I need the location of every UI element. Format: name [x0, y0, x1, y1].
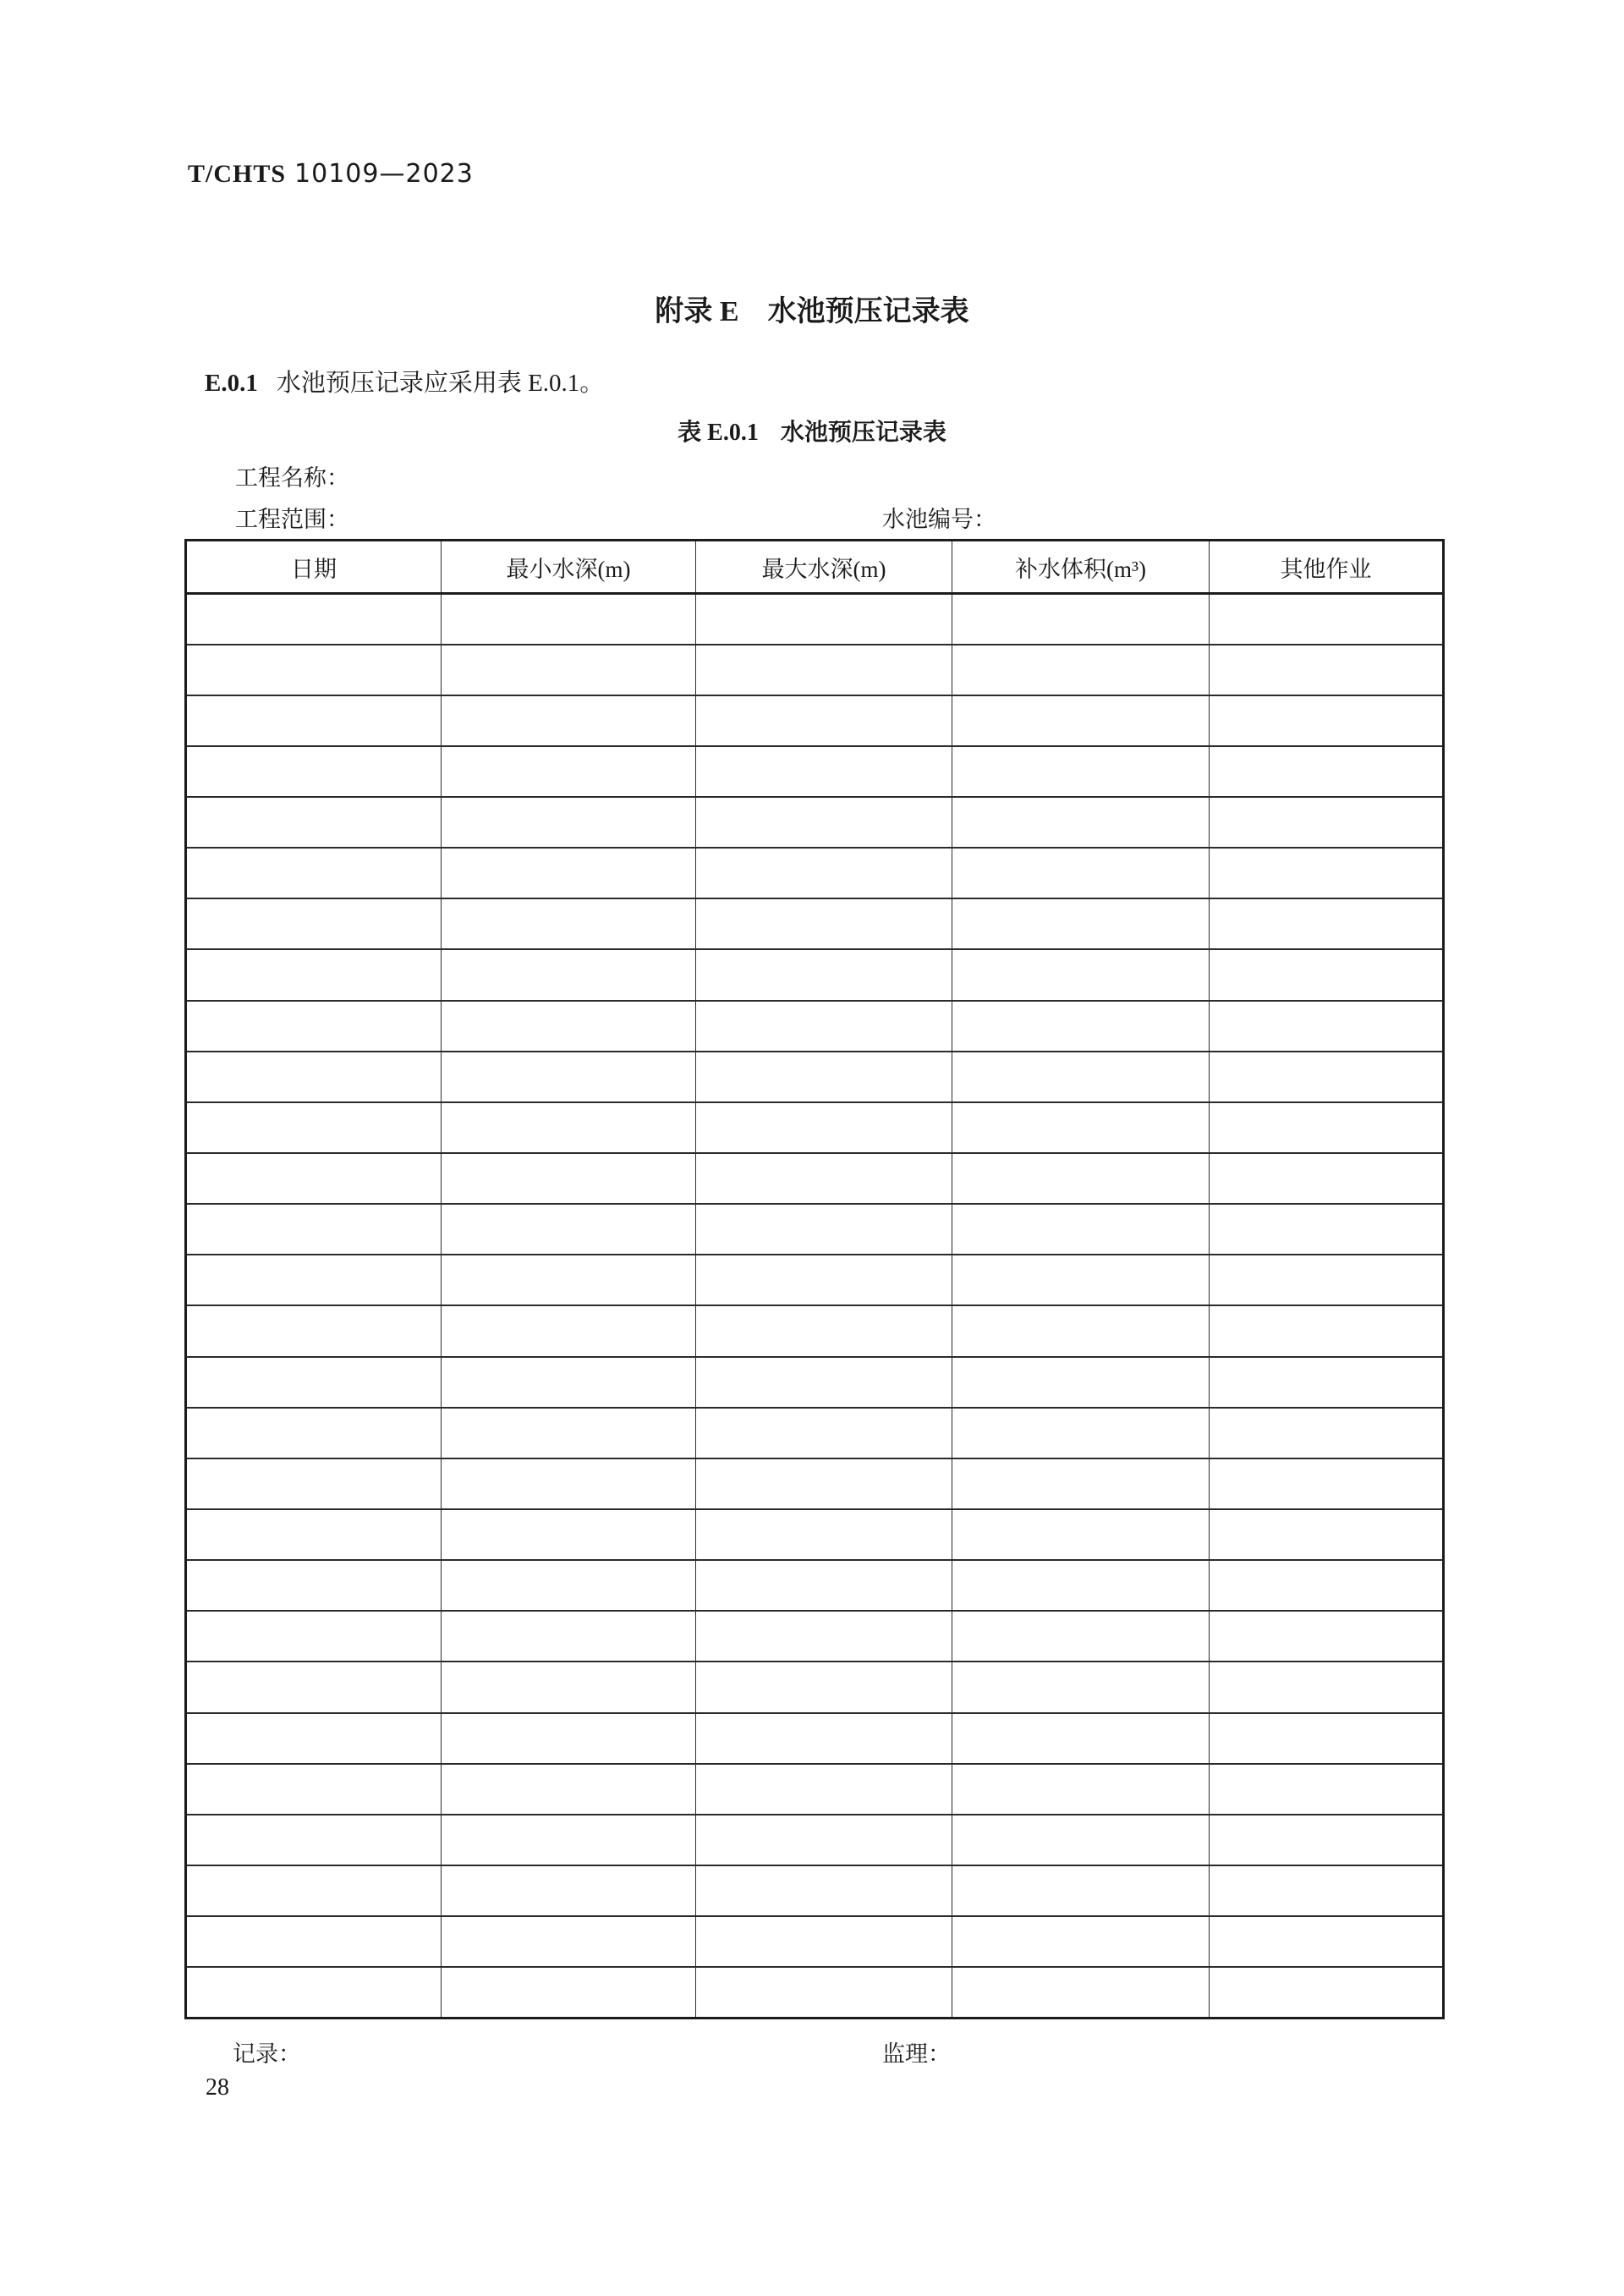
project-name-label: 工程名称：	[235, 465, 349, 491]
table-cell	[186, 1865, 442, 1916]
table-cell	[952, 1509, 1210, 1560]
table-cell	[696, 1967, 952, 2018]
table-cell	[952, 1560, 1210, 1611]
table-cell	[442, 848, 696, 898]
table-cell	[696, 1204, 952, 1255]
table-row	[186, 949, 1444, 1000]
table-cell	[952, 1305, 1210, 1356]
table-cell	[1210, 1662, 1444, 1712]
table-row	[186, 1865, 1444, 1916]
table-cell	[952, 1611, 1210, 1662]
table-cell	[696, 1611, 952, 1662]
table-cell	[1210, 645, 1444, 695]
table-cell	[186, 898, 442, 949]
table-cell	[696, 1001, 952, 1052]
table-cell	[442, 898, 696, 949]
table-row	[186, 645, 1444, 695]
table-cell	[696, 1509, 952, 1560]
supervisor-label: 监理：	[882, 2041, 951, 2067]
table-cell	[1210, 1611, 1444, 1662]
table-cell	[442, 1916, 696, 1967]
table-caption-label: 表 E.0.1	[678, 420, 759, 446]
table-cell	[696, 1764, 952, 1815]
table-cell	[442, 949, 696, 1000]
table-row	[186, 1560, 1444, 1611]
table-cell	[1210, 1052, 1444, 1102]
table-row	[186, 1153, 1444, 1204]
table-cell	[186, 1052, 442, 1102]
table-cell	[186, 695, 442, 746]
table-cell	[952, 695, 1210, 746]
standard-code	[188, 159, 474, 189]
table-cell	[952, 1662, 1210, 1712]
table-cell	[1210, 797, 1444, 848]
table-cell	[952, 1153, 1210, 1204]
project-scope-label: 工程范围：	[235, 507, 349, 532]
table-cell	[442, 1001, 696, 1052]
col-header-max-depth: 最大水深(m)	[696, 541, 952, 594]
clause-e01	[205, 364, 604, 398]
table-cell	[1210, 1255, 1444, 1305]
table-cell	[1210, 1713, 1444, 1764]
clause-text: 水池预压记录应采用表 E.0.1。	[276, 370, 605, 397]
table-caption-text: 水池预压记录表	[780, 420, 946, 446]
recorder-label: 记录：	[233, 2041, 301, 2067]
table-cell	[952, 898, 1210, 949]
table-cell	[186, 1560, 442, 1611]
table-cell	[186, 1611, 442, 1662]
table-row	[186, 1713, 1444, 1764]
table-cell	[696, 898, 952, 949]
table-cell	[952, 949, 1210, 1000]
table-cell	[1210, 949, 1444, 1000]
table-cell	[1210, 1509, 1444, 1560]
table-row	[186, 1611, 1444, 1662]
table-cell	[442, 1967, 696, 2018]
table-cell	[186, 1458, 442, 1509]
table-cell	[1210, 1458, 1444, 1509]
table-row	[186, 1408, 1444, 1458]
table-row	[186, 1509, 1444, 1560]
table-header	[186, 541, 1444, 594]
table-cell	[186, 797, 442, 848]
table-cell	[186, 1815, 442, 1865]
table-cell	[186, 1967, 442, 2018]
table-cell	[696, 1305, 952, 1356]
appendix-title	[0, 288, 1624, 329]
table-cell	[696, 1815, 952, 1865]
table-cell	[696, 797, 952, 848]
table-cell	[186, 746, 442, 797]
table-cell	[442, 594, 696, 645]
table-cell	[442, 1764, 696, 1815]
table-header-row	[186, 541, 1444, 594]
table-cell	[1210, 1815, 1444, 1865]
col-header-other-work: 其他作业	[1210, 541, 1444, 594]
table-cell	[952, 594, 1210, 645]
table-cell	[442, 1509, 696, 1560]
table-cell	[952, 746, 1210, 797]
table-cell	[442, 1611, 696, 1662]
table-cell	[186, 1102, 442, 1153]
table-cell	[1210, 1916, 1444, 1967]
table-cell	[442, 1255, 696, 1305]
table-row	[186, 1001, 1444, 1052]
table-cell	[442, 1357, 696, 1408]
table-cell	[442, 1204, 696, 1255]
table-row	[186, 1204, 1444, 1255]
table-cell	[952, 1916, 1210, 1967]
table-cell	[952, 848, 1210, 898]
table-cell	[186, 1916, 442, 1967]
pool-number-label: 水池编号：	[882, 507, 996, 532]
table-row	[186, 848, 1444, 898]
table-cell	[186, 1001, 442, 1052]
table-cell	[442, 1458, 696, 1509]
table-cell	[442, 1560, 696, 1611]
table-cell	[1210, 1153, 1444, 1204]
clause-label: E.0.1	[205, 370, 258, 397]
table-cell	[1210, 1967, 1444, 2018]
table-cell	[442, 797, 696, 848]
table-cell	[1210, 1357, 1444, 1408]
table-cell	[696, 1865, 952, 1916]
table-cell	[952, 1408, 1210, 1458]
table-row	[186, 1916, 1444, 1967]
table-cell	[1210, 1305, 1444, 1356]
table-cell	[186, 1255, 442, 1305]
table-cell	[696, 746, 952, 797]
table-cell	[1210, 1408, 1444, 1458]
table-row	[186, 594, 1444, 645]
record-table	[184, 539, 1445, 2019]
table-cell	[696, 1102, 952, 1153]
table-cell	[1210, 1204, 1444, 1255]
table-row	[186, 1458, 1444, 1509]
table-cell	[186, 949, 442, 1000]
table-cell	[952, 1764, 1210, 1815]
table-cell	[696, 949, 952, 1000]
table-cell	[1210, 695, 1444, 746]
table-row	[186, 1967, 1444, 2018]
table-cell	[442, 1865, 696, 1916]
table-cell	[442, 1052, 696, 1102]
table-row	[186, 1255, 1444, 1305]
table-cell	[1210, 746, 1444, 797]
table-cell	[442, 1713, 696, 1764]
table-cell	[952, 1815, 1210, 1865]
table-cell	[952, 1713, 1210, 1764]
table-cell	[696, 1916, 952, 1967]
table-cell	[696, 848, 952, 898]
table-cell	[696, 1357, 952, 1408]
table-row	[186, 1357, 1444, 1408]
table-cell	[442, 695, 696, 746]
table-cell	[952, 1255, 1210, 1305]
table-cell	[952, 1204, 1210, 1255]
table-cell	[952, 1458, 1210, 1509]
table-cell	[1210, 898, 1444, 949]
table-cell	[186, 1509, 442, 1560]
table-cell	[696, 594, 952, 645]
table-cell	[1210, 848, 1444, 898]
table-cell	[952, 1357, 1210, 1408]
appendix-title-label: 附录 E	[655, 296, 739, 327]
table-cell	[952, 1967, 1210, 2018]
table-cell	[186, 1153, 442, 1204]
table-cell	[186, 848, 442, 898]
col-header-min-depth: 最小水深(m)	[442, 541, 696, 594]
appendix-title-text: 水池预压记录表	[767, 296, 969, 327]
table-cell	[696, 645, 952, 695]
table-cell	[442, 645, 696, 695]
table-cell	[186, 1357, 442, 1408]
table-cell	[186, 645, 442, 695]
table-cell	[442, 1102, 696, 1153]
table-row	[186, 1305, 1444, 1356]
table-cell	[696, 695, 952, 746]
table-cell	[186, 1662, 442, 1712]
table-cell	[952, 1102, 1210, 1153]
table-cell	[442, 746, 696, 797]
col-header-date: 日期	[186, 541, 442, 594]
table-cell	[952, 1052, 1210, 1102]
table-row	[186, 1052, 1444, 1102]
table-cell	[952, 1001, 1210, 1052]
col-header-refill-volume: 补水体积(m³)	[952, 541, 1210, 594]
table-cell	[1210, 1001, 1444, 1052]
table-cell	[186, 1305, 442, 1356]
table-row	[186, 746, 1444, 797]
table-cell	[1210, 1560, 1444, 1611]
table-cell	[696, 1255, 952, 1305]
table-cell	[696, 1713, 952, 1764]
table-row	[186, 1764, 1444, 1815]
table-cell	[952, 645, 1210, 695]
page-number: 28	[206, 2074, 229, 2101]
table-cell	[696, 1153, 952, 1204]
table-cell	[696, 1052, 952, 1102]
table-cell	[696, 1662, 952, 1712]
table-cell	[442, 1153, 696, 1204]
record-table-body	[186, 594, 1444, 2019]
table-cell	[952, 797, 1210, 848]
table-row	[186, 898, 1444, 949]
table-cell	[696, 1560, 952, 1611]
standard-code-number: 10109—2023	[294, 159, 474, 189]
table-row	[186, 1662, 1444, 1712]
table-cell	[696, 1458, 952, 1509]
table-cell	[442, 1305, 696, 1356]
table-cell	[442, 1662, 696, 1712]
table-cell	[952, 1865, 1210, 1916]
table-cell	[1210, 594, 1444, 645]
table-cell	[442, 1815, 696, 1865]
table-row	[186, 695, 1444, 746]
table-caption	[0, 414, 1624, 448]
table-cell	[186, 1764, 442, 1815]
table-cell	[1210, 1764, 1444, 1815]
table-cell	[1210, 1865, 1444, 1916]
table-row	[186, 1815, 1444, 1865]
table-cell	[696, 1408, 952, 1458]
table-row	[186, 797, 1444, 848]
standard-code-prefix: T/CHTS	[188, 160, 287, 188]
table-cell	[186, 1713, 442, 1764]
table-cell	[186, 1204, 442, 1255]
table-cell	[186, 594, 442, 645]
table-row	[186, 1102, 1444, 1153]
table-cell	[1210, 1102, 1444, 1153]
table-cell	[442, 1408, 696, 1458]
table-cell	[186, 1408, 442, 1458]
